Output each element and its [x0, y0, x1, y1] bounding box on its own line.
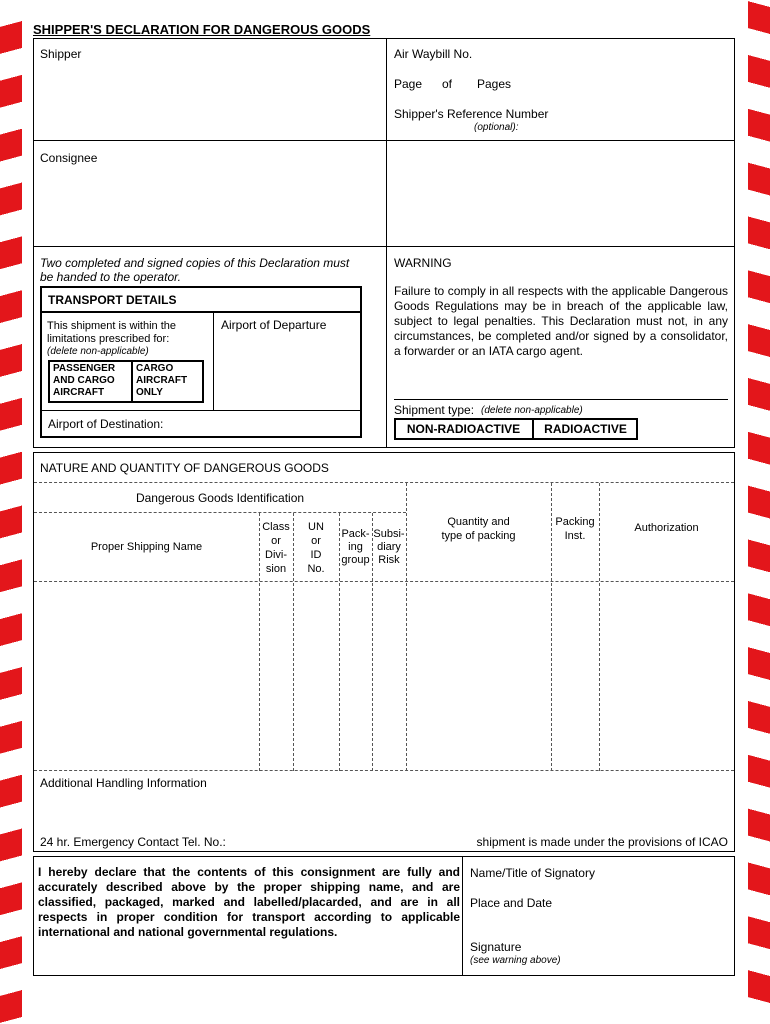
limits-line-1: This shipment is within the [47, 320, 176, 332]
copies-line-1: Two completed and signed copies of this Declaration must [40, 256, 350, 270]
packing-group-header: Pack- ing group [341, 528, 370, 566]
non-radioactive-option[interactable]: NON-RADIOACTIVE [406, 422, 521, 436]
air-waybill-label: Air Waybill No. [394, 47, 473, 61]
class-division-header: Class or Divi- sion [262, 521, 290, 575]
shipment-type-note: (delete non-applicable) [481, 405, 583, 416]
dg-identification-heading: Dangerous Goods Identification [135, 491, 305, 505]
form-title: SHIPPER'S DECLARATION FOR DANGEROUS GOODS [33, 22, 371, 37]
airport-of-departure-label: Airport of Departure [221, 318, 327, 332]
passenger-cargo-option[interactable]: PASSENGER AND CARGO AIRCRAFT [53, 363, 116, 398]
delete-non-applicable-note: (delete non-applicable) [47, 346, 149, 357]
signature-field[interactable] [570, 938, 728, 970]
consignee-field[interactable] [40, 168, 380, 240]
packing-instruction-header: Packing Inst. [555, 516, 595, 542]
shipper-field[interactable] [40, 64, 380, 134]
icao-provisions-text: shipment is made under the provisions of ICAO [476, 835, 728, 849]
additional-handling-field[interactable] [40, 793, 730, 829]
proper-shipping-name-header: Proper Shipping Name [90, 541, 203, 553]
emergency-contact-field[interactable] [240, 833, 450, 849]
goods-heading: NATURE AND QUANTITY OF DANGEROUS GOODS [40, 461, 329, 475]
goods-entry-area[interactable] [35, 584, 733, 768]
warning-text: Failure to comply in all respects with the applicable Dangerous Goods Regulations may be in breach of the applicable law, subject to legal penalties. This Declaration must not, in any circumstances, be completed and/or signed by a consolidator, a forwarder or an IATA cargo agent. [394, 284, 728, 358]
left-hazard-stripe [0, 0, 22, 1024]
of-label: of [442, 77, 453, 91]
authorization-header: Authorization [634, 522, 699, 534]
warning-heading: WARNING [394, 256, 452, 270]
emergency-contact-label: 24 hr. Emergency Contact Tel. No.: [40, 835, 226, 849]
shipment-type-label: Shipment type: [394, 403, 475, 417]
subsidiary-risk-header: Subsi- diary Risk [373, 528, 405, 566]
cargo-only-option[interactable]: CARGO AIRCRAFT ONLY [136, 363, 188, 398]
signatory-field[interactable] [470, 881, 728, 895]
optional-note: (optional): [474, 122, 519, 133]
reference-number-label: Shipper's Reference Number [394, 107, 549, 121]
see-warning-note: (see warning above) [470, 955, 561, 966]
quantity-packing-header: Quantity and type of packing [441, 516, 516, 542]
airport-of-departure-field[interactable] [216, 334, 358, 406]
un-id-number-header: UN or ID No. [307, 521, 325, 575]
page-label: Page [394, 77, 423, 91]
pages-label: Pages [477, 77, 512, 91]
place-date-field[interactable] [470, 911, 728, 935]
copies-line-2: be handed to the operator. [40, 270, 181, 284]
right-hazard-stripe [748, 0, 770, 1024]
transport-details-heading: TRANSPORT DETAILS [48, 293, 177, 307]
signature-label: Signature [470, 940, 522, 954]
airport-of-destination-label: Airport of Destination: [48, 417, 164, 431]
limits-line-2: limitations prescribed for: [47, 333, 170, 345]
signatory-label: Name/Title of Signatory [470, 866, 595, 880]
airport-of-destination-field[interactable] [175, 414, 359, 434]
consignee-label: Consignee [40, 151, 98, 165]
shipper-label: Shipper [40, 47, 82, 61]
additional-handling-label: Additional Handling Information [40, 776, 207, 790]
place-date-label: Place and Date [470, 896, 553, 910]
declaration-text: I hereby declare that the contents of this consignment are fully and accurately described above by the proper shipping name, and are classified, packaged, marked and labelled/placarded, and are in all respects in proper condition for transport according to applicable international and national governmental regulations. [38, 865, 460, 939]
radioactive-option[interactable]: RADIOACTIVE [544, 422, 627, 436]
